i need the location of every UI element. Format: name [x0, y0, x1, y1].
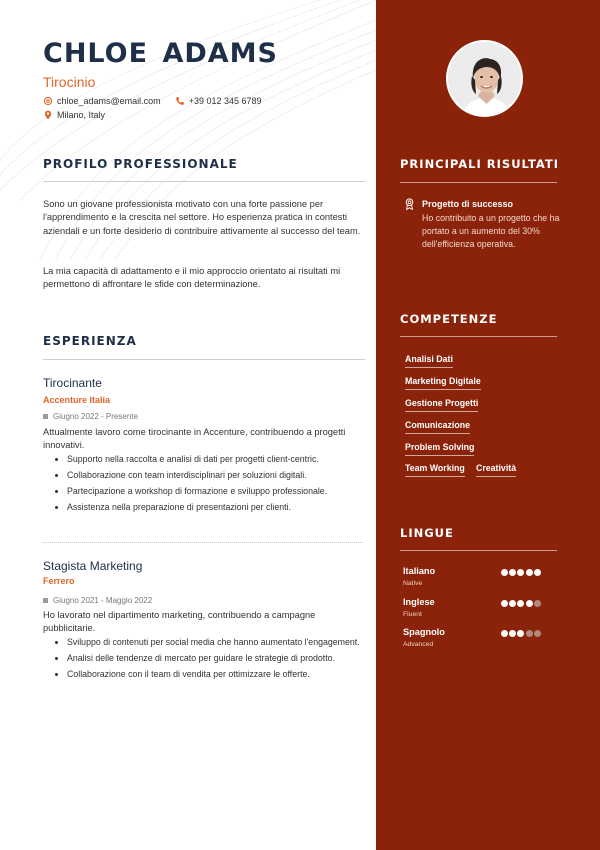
language-rating	[501, 600, 542, 607]
list-item: Collaborazione con team interdisciplinari per soluzioni digitali.	[55, 469, 370, 481]
skill-tag: Comunicazione	[405, 420, 470, 434]
language-name: Spagnolo	[403, 627, 445, 637]
language-level: Native	[403, 580, 423, 587]
job-separator	[43, 542, 363, 543]
contact-row-1	[43, 96, 274, 106]
job-title: Tirocinante	[43, 376, 102, 390]
skill-tag: Team Working	[405, 463, 465, 477]
candidate-role: Tirocinio	[43, 74, 96, 90]
profile-paragraph-1: Sono un giovane professionista motivato con una forte passione per l'apprendimento e la crescita nel settore. Ho esperienza pratica in contesti aziendali e un forte desiderio di contribuire attivamente al successo del team.	[43, 199, 361, 236]
job-description: Attualmente lavoro come tirocinante in Accenture, contribuendo a progetti innovativi.	[43, 427, 346, 450]
job-title: Stagista Marketing	[43, 559, 143, 573]
languages-section-title: LINGUE	[400, 526, 454, 540]
candidate-name: CHLOE ADAMS	[43, 38, 278, 69]
skill-tag: Problem Solving	[405, 442, 474, 456]
skills-section-title: COMPETENZE	[400, 312, 498, 326]
rating-dot-filled	[517, 600, 524, 607]
job-date	[43, 596, 152, 605]
map-pin-icon	[43, 110, 53, 120]
rating-dot-empty	[526, 630, 533, 637]
language-level: Advanced	[403, 641, 434, 648]
profile-photo	[446, 40, 523, 117]
job-bullets	[55, 636, 370, 684]
language-level: Fluent	[403, 611, 422, 618]
list-item: Sviluppo di contenuti per social media che hanno aumentato l'engagement.	[55, 636, 370, 648]
location-item	[43, 110, 105, 120]
calendar-icon	[43, 598, 48, 603]
award-icon	[404, 198, 415, 210]
phone-icon	[175, 96, 185, 106]
language-rating	[501, 569, 542, 576]
rating-dot-filled	[534, 569, 541, 576]
achievements-divider	[400, 182, 557, 183]
experience-section-title: ESPERIENZA	[43, 334, 137, 348]
email-item[interactable]	[43, 96, 161, 106]
phone-text: +39 012 345 6789	[188, 96, 262, 106]
job-company: Accenture Italia	[43, 395, 111, 405]
rating-dot-filled	[501, 630, 508, 637]
skill-tag: Creatività	[476, 463, 516, 477]
skills-divider	[400, 336, 557, 337]
language-name: Inglese	[403, 597, 435, 607]
rating-dot-filled	[517, 630, 524, 637]
rating-dot-filled	[501, 569, 508, 576]
profile-divider	[43, 181, 365, 182]
profile-paragraph-2: La mia capacità di adattamento e il mio approccio orientato ai risultati mi permettono di affrontare le sfide con determinazione.	[43, 266, 341, 290]
job-company: Ferrero	[43, 576, 75, 586]
skill-tag: Analisi Dati	[405, 354, 453, 368]
rating-dot-empty	[534, 630, 541, 637]
calendar-icon	[43, 414, 48, 419]
profile-section-title: PROFILO PROFESSIONALE	[43, 157, 238, 171]
languages-divider	[400, 550, 557, 551]
achievements-section-title: PRINCIPALI RISULTATI	[400, 157, 560, 171]
rating-dot-filled	[526, 600, 533, 607]
rating-dot-filled	[517, 569, 524, 576]
job-date-text: Giugno 2022 - Presente	[53, 412, 138, 421]
email-text: chloe_adams@email.com	[57, 96, 161, 106]
experience-divider	[43, 359, 365, 360]
list-item: Assistenza nella preparazione di presentazioni per clienti.	[55, 501, 370, 513]
rating-dot-filled	[509, 600, 516, 607]
skill-tag: Marketing Digitale	[405, 376, 481, 390]
list-item: Collaborazione con il team di vendita per ottimizzare le offerte.	[55, 668, 370, 680]
rating-dot-filled	[501, 600, 508, 607]
contact-row-2	[43, 110, 117, 120]
list-item: Partecipazione a workshop di formazione e sviluppo professionale.	[55, 485, 370, 497]
language-name: Italiano	[403, 566, 436, 576]
list-item: Supporto nella raccolta e analisi di dati per progetti client-centric.	[55, 453, 370, 465]
at-icon	[43, 96, 53, 106]
achievement-title: Progetto di successo	[422, 199, 514, 209]
phone-item[interactable]	[175, 96, 262, 106]
job-description: Ho lavorato nel dipartimento marketing, contribuendo a campagne pubblicitarie.	[43, 610, 316, 633]
rating-dot-empty	[534, 600, 541, 607]
rating-dot-filled	[509, 630, 516, 637]
job-bullets	[55, 453, 370, 517]
rating-dot-filled	[509, 569, 516, 576]
achievement-description: Ho contribuito a un progetto che ha portato a un aumento del 30% dell'efficienza operativa.	[422, 213, 560, 250]
location-text: Milano, Italy	[57, 110, 106, 120]
rating-dot-filled	[526, 569, 533, 576]
job-date	[43, 412, 138, 421]
job-date-text: Giugno 2021 - Maggio 2022	[53, 596, 153, 605]
language-rating	[501, 630, 542, 637]
list-item: Analisi delle tendenze di mercato per guidare le strategie di prodotto.	[55, 652, 370, 664]
skill-tag: Gestione Progetti	[405, 398, 478, 412]
